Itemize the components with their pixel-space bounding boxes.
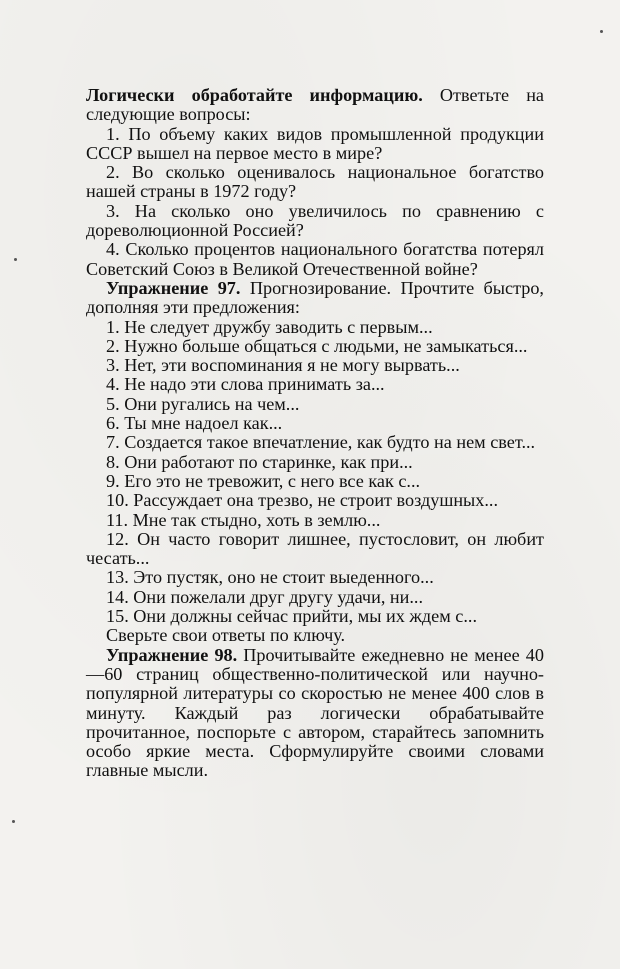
exercise-97-item-6: 6. Ты мне надоел как... (106, 413, 283, 434)
exercise-97-item-13: 13. Это пустяк, оно не стоит выеденного... (106, 567, 434, 588)
print-speck (12, 820, 15, 823)
print-speck (14, 258, 17, 261)
exercise-97-item-3: 3. Нет, эти воспоминания я не могу вырвать... (106, 355, 460, 376)
exercise-97-label: Упражнение 97. (106, 277, 241, 298)
exercise-97-item-11: 11. Мне так стыдно, хоть в землю... (106, 509, 381, 530)
exercise-97-heading (86, 279, 544, 318)
question-3: 3. На сколько оно увеличилось по сравнению с дореволюционной Россией? (86, 200, 544, 241)
question-4: 4. Сколько процентов национального богатства потерял Советский Союз в Великой Отечественной войне? (86, 239, 544, 279)
exercise-97-item-4: 4. Не надо эти слова принимать за... (106, 374, 385, 395)
exercise-97-closing: Сверьте свои ответы по ключу. (106, 625, 346, 646)
exercise-97-item-14: 14. Они пожелали друг другу удачи, ни... (106, 586, 424, 607)
exercise-97-item-12: 12. Он часто говорит лишнее, пустословит, он любит чесать... (86, 528, 544, 569)
intro-text: Ответьте на следующие вопросы: (86, 85, 545, 125)
print-speck (600, 30, 603, 33)
intro-paragraph (86, 86, 544, 125)
exercise-98-label: Упражнение 98. (106, 644, 238, 665)
exercise-98-text: Прочитывайте ежедневно не менее 40—60 страниц общественно-политической или научно-популярной литературы со скоростью не менее 400 слов в минуту. Каждый раз логически обрабатывайте прочитанное, поспорьте с автором, старайтесь запомнить особо яркие места. Сформулируйте своими словами главные мысли. (86, 644, 544, 781)
exercise-97-item-9: 9. Его это не тревожит, с него все как с... (106, 470, 421, 491)
exercise-97-item-15: 15. Они должны сейчас прийти, мы их ждем с... (106, 606, 478, 627)
exercise-97-item-5: 5. Они ругались на чем... (106, 393, 300, 414)
exercise-97-intro: Прогнозирование. Прочтите быстро, дополняя эти предложения: (86, 277, 544, 318)
intro-heading: Логически обработайте информацию. (86, 85, 423, 105)
exercise-97-item-2: 2. Нужно больше общаться с людьми, не замыкаться... (106, 335, 528, 356)
exercise-97-item-7: 7. Создается такое впечатление, как будто на нем свет... (106, 432, 536, 453)
exercise-97-item-10: 10. Рассуждает она трезво, не строит воздушных... (106, 490, 499, 511)
page-text (86, 86, 544, 781)
exercise-98-paragraph (86, 646, 544, 781)
exercise-97-item-1: 1. Не следует дружбу заводить с первым... (106, 316, 433, 337)
question-2: 2. Во сколько оценивалось национальное богатство нашей страны в 1972 году? (86, 162, 544, 202)
question-1: 1. По объему каких видов промышленной продукции СССР вышел на первое место в мире? (86, 123, 544, 163)
exercise-97-item-8: 8. Они работают по старинке, как при... (106, 451, 413, 472)
